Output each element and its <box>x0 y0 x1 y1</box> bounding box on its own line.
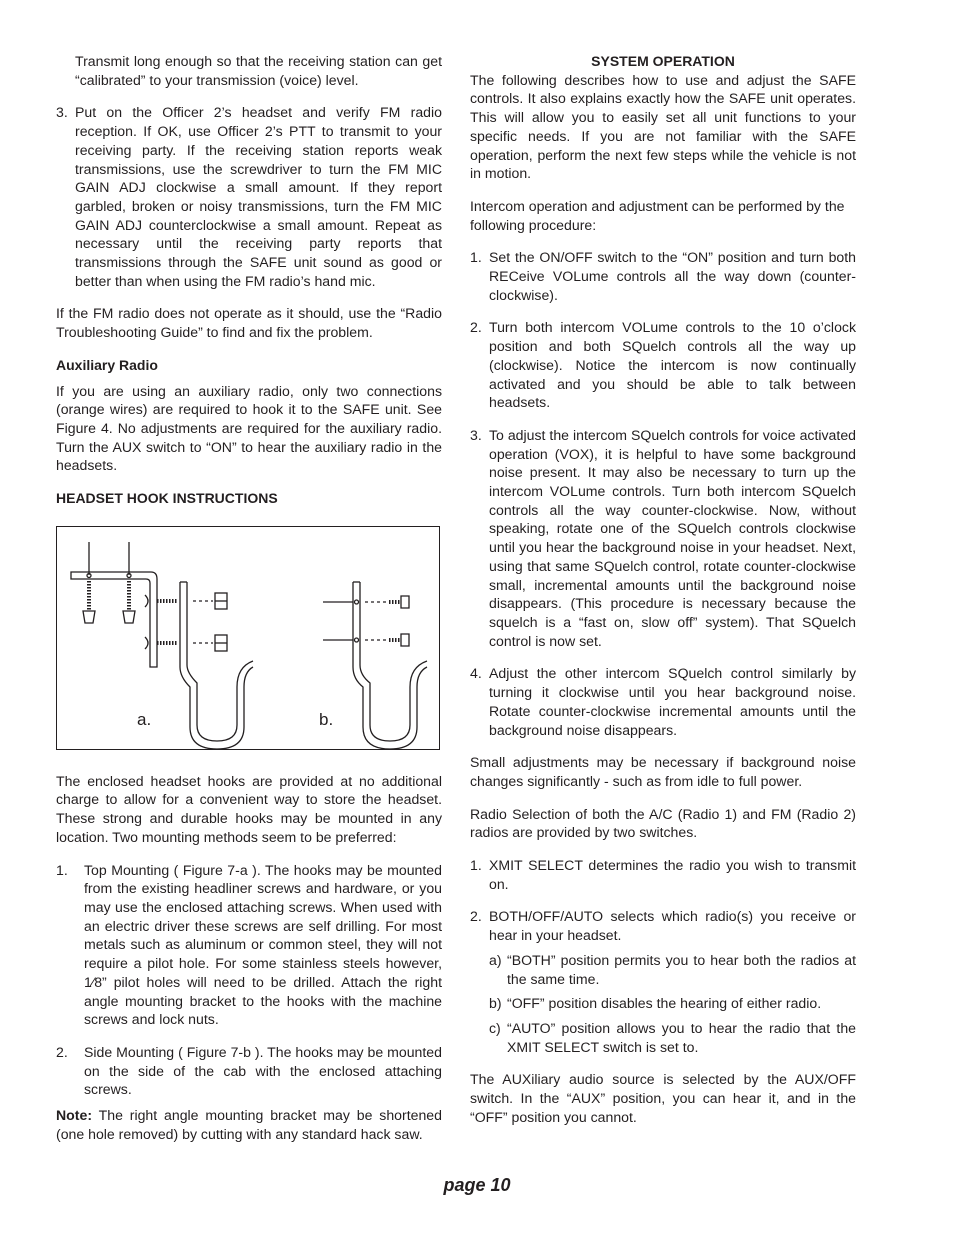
radio-option-c <box>470 1019 856 1056</box>
figure-label-a: a. <box>137 709 152 729</box>
j-hook <box>180 582 253 749</box>
mounting-method-2 <box>56 1043 442 1099</box>
intercom-step-4-number: 4. <box>470 665 482 682</box>
radio-step-2-text: BOTH/OFF/AUTO selects which radio(s) you receive or hear in your headset. <box>489 908 856 944</box>
radio-step-1 <box>470 856 856 893</box>
step-3-text: Put on the Officer 2’s headset and verify FM radio reception. If OK, use Officer 2’s PTT to transmit to your receiving party. If the receiving station reports weak transmissions, use the screwdriver to turn the FM MIC GAIN ADJ clockwise a small amount. If they report garbled, broken or noisy transmissions, turn the FM MIC GAIN ADJ counterclockwise a small amount. Repeat as necessary until the receiving party reports that transmissions through the SAFE unit sound as good or better than when using the FM radio’s hand mic. <box>75 104 442 289</box>
intercom-intro: Intercom operation and adjustment can be performed by the following procedure: <box>470 197 845 233</box>
intro-continuation: Transmit long enough so that the receiving station can get “calibrated” to your transmission (voice) level. <box>75 53 442 88</box>
hook-diagram <box>57 527 441 751</box>
note-paragraph <box>56 1106 442 1143</box>
auxiliary-radio-heading: Auxiliary Radio <box>56 356 158 373</box>
radio-step-2-number: 2. <box>470 908 482 925</box>
method-1-text: Top Mounting ( Figure 7-a ). The hooks may be mounted from the existing headliner screws and hardware, or you may use the enclosed attaching screws. When used with an electric driver these screws are self drilling. For most metals such as aluminum or common steel, they will not require a pilot hole. For some stainless steels however, 1⁄8” pilot holes will need to be drilled. Attach the right angle mounting bracket to the hooks with the machine screws and lock nuts. <box>84 861 442 1028</box>
page-number: page 10 <box>443 1175 511 1195</box>
j-hook <box>353 582 427 749</box>
headset-hook-figure <box>56 526 440 750</box>
method-1-number: 1. <box>56 861 68 878</box>
intercom-step-2-text: Turn both intercom VOLume controls to the 10 o’clock position and both SQuelch controls all the way up (clockwise). Notice the intercom is now continually activated and you should be able to talk between headsets. <box>489 319 856 411</box>
fm-troubleshooting-text: If the FM radio does not operate as it should, use the “Radio Troubleshooting Guide” to find and fix the problem. <box>56 305 442 341</box>
headset-hook-heading: HEADSET HOOK INSTRUCTIONS <box>56 490 278 507</box>
intercom-step-4 <box>470 664 856 739</box>
note-text: The right angle mounting bracket may be shortened (one hole removed) by cutting with any standard hack saw. <box>56 1107 442 1142</box>
radio-option-b <box>470 994 856 1013</box>
intercom-step-3 <box>470 426 856 650</box>
side-mount-screw <box>389 634 409 646</box>
intercom-step-1 <box>470 248 856 304</box>
intercom-step-2-number: 2. <box>470 319 482 336</box>
intercom-step-3-text: To adjust the intercom SQuelch controls for voice activated operation (VOX), it is helpful to have some background noise present. It may also be necessary to turn up the intercom VOLume controls. Turn both intercom SQuelch controls all the way counter-clockwise. Now, without speaking, rotate one of the SQuelch controls clockwise until you hear the background noise in your headset. Next, using that same SQuelch control, rotate counter-clockwise small, incremental amounts until the background noise disappears. (This procedure is necessary because the squelch is a “fast on, slow off” system). That SQuelch control is now set. <box>489 426 856 649</box>
side-mount-screw <box>389 596 409 608</box>
hooks-intro-text: The enclosed headset hooks are provided at no additional charge to allow for a convenient way to store the headset. These strong and durable hooks may be mounted in any location. Two mounting methods seem to be preferred: <box>56 772 442 845</box>
radio-option-c-marker: c) <box>489 1019 501 1036</box>
self-drilling-screw <box>123 581 135 623</box>
radio-option-a-marker: a) <box>489 951 502 968</box>
intercom-step-1-number: 1. <box>470 249 482 266</box>
self-drilling-screw <box>83 581 95 623</box>
right-column <box>470 52 856 1126</box>
intercom-step-1-text: Set the ON/OFF switch to the “ON” position and turn both RECeive VOLume controls all the way down (counter-clockwise). <box>489 249 856 303</box>
left-column <box>56 52 442 1143</box>
method-2-text: Side Mounting ( Figure 7-b ). The hooks may be mounted on the side of the cab with the enclosed attaching screws. <box>84 1043 442 1098</box>
small-adjustments-text: Small adjustments may be necessary if background noise changes significantly - such as from idle to full power. <box>470 754 856 789</box>
intercom-step-3-number: 3. <box>470 426 482 443</box>
radio-option-c-text: “AUTO” position allows you to hear the radio that the XMIT SELECT switch is set to. <box>507 1019 856 1055</box>
radio-option-b-text: “OFF” position disables the hearing of either radio. <box>507 995 822 1012</box>
step-3 <box>56 103 442 290</box>
note-label: Note: <box>56 1107 93 1124</box>
radio-step-1-text: XMIT SELECT determines the radio you wish to transmit on. <box>489 857 856 892</box>
intercom-step-2 <box>470 318 856 412</box>
figure-label-b: b. <box>319 709 334 729</box>
radio-step-2 <box>470 907 856 944</box>
system-operation-heading: SYSTEM OPERATION <box>591 53 735 69</box>
step-3-number: 3. <box>56 104 68 121</box>
auxiliary-radio-text: If you are using an auxiliary radio, only two connections (orange wires) are required to hook it to the SAFE unit. See Figure 4. No adjustments are required for the auxiliary radio. Turn the AUX switch to “ON” to hear the auxiliary radio in the headsets. <box>56 382 442 474</box>
radio-step-1-number: 1. <box>470 857 482 874</box>
mounting-method-1 <box>56 861 442 1029</box>
intercom-step-4-text: Adjust the other intercom SQuelch control similarly by turning it clockwise until you hear background noise. Rotate counter-clockwise incremental amounts until the background noise disappears. <box>489 665 856 738</box>
radio-option-a-text: “BOTH” position permits you to hear both the radios at the same time. <box>507 951 856 987</box>
aux-source-text: The AUXiliary audio source is selected by the AUX/OFF switch. In the “AUX” position, you can hear it, and in the “OFF” position you cannot. <box>470 1071 856 1125</box>
radio-selection-text: Radio Selection of both the A/C (Radio 1) and FM (Radio 2) radios are provided by two switches. <box>470 805 856 841</box>
radio-option-a <box>470 951 856 988</box>
radio-option-b-marker: b) <box>489 995 502 1012</box>
system-operation-intro: The following describes how to use and adjust the SAFE controls. It also explains exactly how the SAFE unit operates. This will allow you to easily set all unit functions to your specific needs. If you are not familiar with the SAFE operation, perform the next few steps while the vehicle is not in motion. <box>470 71 856 182</box>
method-2-number: 2. <box>56 1043 68 1060</box>
